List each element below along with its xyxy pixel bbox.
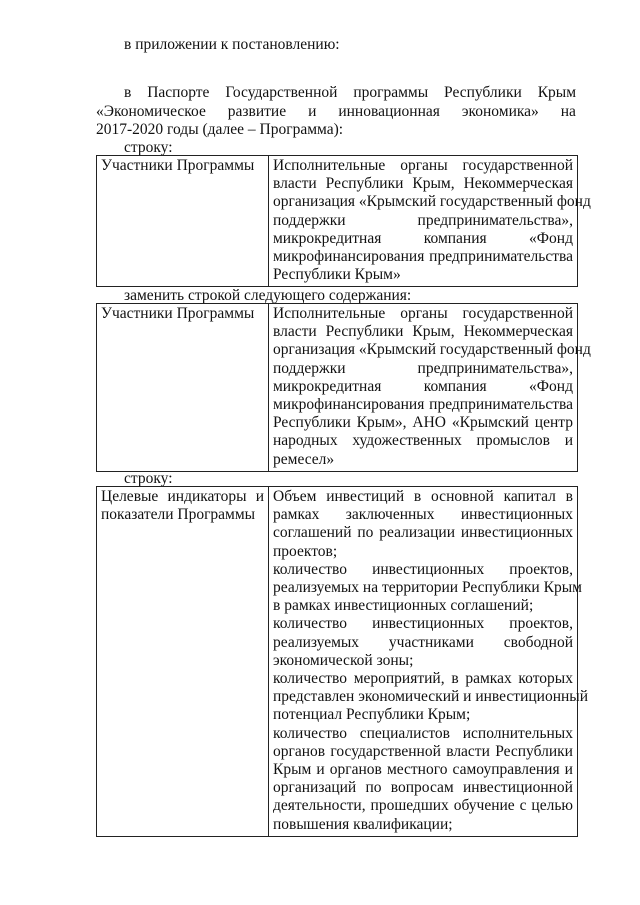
word: проектов; <box>273 542 338 560</box>
word: исполнительных <box>462 724 573 742</box>
word: целью <box>531 797 573 815</box>
replace-instruction: заменить строкой следующего содержания: <box>124 287 412 304</box>
word: соглашений <box>273 524 352 542</box>
word: предпринимательства <box>429 396 573 414</box>
cell-line <box>273 341 591 359</box>
word: организаций <box>273 779 357 797</box>
word: и <box>564 432 573 450</box>
word: вопросам <box>390 779 454 797</box>
word: которых <box>518 670 573 688</box>
table-new-participants <box>96 303 591 472</box>
word: индикаторы <box>167 488 247 505</box>
word: и <box>255 488 264 505</box>
word: Республики <box>444 84 522 101</box>
cell-line <box>273 378 573 396</box>
word: реализуемых на территории Республики Крым <box>273 579 582 597</box>
word: в рамках инвестиционных соглашений; <box>273 597 534 615</box>
cell-line <box>273 266 573 284</box>
word: Исполнительные <box>273 157 386 174</box>
word: развитие <box>227 103 287 120</box>
word: Объем <box>273 488 317 505</box>
word: в <box>565 488 573 505</box>
word: прошедших <box>370 797 449 815</box>
word: проектов, <box>509 615 573 633</box>
label-stroku-2: строку: <box>124 470 173 487</box>
word: Некоммерческая <box>463 175 573 193</box>
cell-line <box>101 506 264 524</box>
table-current-participants <box>96 155 591 287</box>
word: микрокредитная <box>273 377 382 395</box>
word: предпринимательства <box>429 248 573 266</box>
cell-line <box>273 688 589 706</box>
word: микрофинансирования <box>273 248 425 266</box>
word: специалистов <box>359 724 450 742</box>
word: экономика» <box>461 103 539 120</box>
cell-line <box>273 779 573 797</box>
cell-line <box>273 524 573 542</box>
word: «Экономическое <box>96 103 206 120</box>
cell-line <box>273 488 573 506</box>
cell-line <box>273 323 573 341</box>
word: Крым <box>537 84 576 101</box>
table-cell-label <box>97 487 269 837</box>
cell-line <box>273 579 582 597</box>
word: организация «Крымский государственный фонд <box>273 193 591 211</box>
word: государственной <box>330 742 441 760</box>
word: инвестиционных <box>460 506 573 524</box>
cell-line <box>273 451 573 469</box>
word: микрокредитная <box>273 229 382 247</box>
word: количество <box>273 724 347 742</box>
cell-line <box>273 761 573 779</box>
word: органы <box>400 157 448 174</box>
cell-text: Участники Программы <box>101 305 255 322</box>
word: в <box>124 84 132 101</box>
word: повышения квалификации; <box>273 815 453 833</box>
cell-line <box>101 488 264 506</box>
word: самоуправления <box>452 761 560 779</box>
word: по <box>365 779 382 797</box>
intro-line: в приложении к постановлению: <box>124 36 340 53</box>
cell-line <box>273 506 573 524</box>
word: проектов, <box>509 560 573 578</box>
label-stroku-1: строку: <box>124 139 173 156</box>
word: инвестиционной <box>462 779 573 797</box>
word: государственной <box>462 157 573 174</box>
table-target-indicators <box>96 486 589 837</box>
word: Республики <box>325 175 404 193</box>
word: Крым, <box>412 323 455 341</box>
word: количество <box>273 670 347 688</box>
word: Целевые <box>101 488 159 505</box>
word: основной <box>431 488 494 505</box>
word: художественных <box>352 432 462 450</box>
word: Республики <box>325 323 404 341</box>
cell-line <box>273 175 573 193</box>
word: заключенных <box>345 506 435 524</box>
word: местного <box>386 761 448 779</box>
word: реализуемых <box>273 633 360 651</box>
word: АНО <box>412 414 447 432</box>
word: с <box>519 797 527 815</box>
cell-line <box>273 157 573 175</box>
cell-line <box>273 193 591 211</box>
word: экономической зоны; <box>273 651 414 669</box>
cell-line <box>273 543 573 561</box>
word: власти <box>446 742 490 760</box>
cell-line <box>273 305 573 323</box>
word: в <box>413 488 422 505</box>
word: мероприятий, <box>353 670 445 688</box>
word: власти <box>273 175 317 193</box>
word: Республики Крым» <box>273 266 401 284</box>
cell-line <box>273 670 573 688</box>
cell-text: Участники Программы <box>101 157 255 174</box>
word: количество <box>273 615 347 633</box>
cell-line <box>273 396 573 414</box>
word: инвестиционных <box>372 615 485 633</box>
cell-line <box>273 797 573 815</box>
cell-line <box>273 743 573 761</box>
word: участниками <box>388 633 474 651</box>
word: промыслов <box>476 432 550 450</box>
word: микрофинансирования <box>273 396 425 414</box>
cell-line <box>273 230 573 248</box>
word: количество <box>273 560 347 578</box>
word: и <box>564 761 573 779</box>
table-row <box>97 487 578 837</box>
word: по <box>357 524 374 542</box>
table-row <box>97 304 578 472</box>
paragraph-line-1 <box>124 84 576 102</box>
word: инвестиционных <box>460 524 573 542</box>
paragraph-line-2 <box>96 103 576 121</box>
word: инвестиций <box>326 488 405 505</box>
word: компания <box>423 377 487 395</box>
table-cell-value <box>269 156 591 287</box>
word: свободной <box>503 633 573 651</box>
word: рамках <box>273 506 320 524</box>
word: на <box>560 103 576 120</box>
word: и <box>308 103 317 120</box>
word: Крым», <box>356 414 407 432</box>
paragraph-line-3: 2017-2020 годы (далее – Программа): <box>96 121 344 138</box>
word: Некоммерческая <box>463 323 573 341</box>
word: центр <box>534 414 573 432</box>
word: органов <box>273 742 326 760</box>
word: рамках <box>465 670 512 688</box>
word: Государственной <box>225 84 338 101</box>
cell-line <box>273 360 573 378</box>
word: «Фонд <box>529 377 573 395</box>
word: потенциал Республики Крым; <box>273 706 471 724</box>
cell-line <box>273 248 573 266</box>
cell-line <box>273 615 573 633</box>
word: организация «Крымский государственный фонд <box>273 341 591 359</box>
table-cell-label <box>97 304 269 472</box>
word: деятельности, <box>273 797 366 815</box>
word: Исполнительные <box>273 305 386 322</box>
word: в <box>451 670 459 688</box>
word: «Фонд <box>529 229 573 247</box>
word: показатели Программы <box>101 506 256 524</box>
word: программы <box>353 84 429 101</box>
cell-line <box>273 634 573 652</box>
word: инвестиционных <box>372 560 485 578</box>
word: поддержки <box>273 211 346 229</box>
word: предпринимательства», <box>417 359 573 377</box>
word: Крым <box>273 761 312 779</box>
cell-line <box>273 414 573 432</box>
cell-line <box>273 816 573 834</box>
word: инновационная <box>338 103 440 120</box>
word: капитал <box>503 488 556 505</box>
cell-line <box>273 432 573 450</box>
word: Республики <box>495 742 573 760</box>
word: компания <box>423 229 487 247</box>
cell-line <box>273 597 573 615</box>
word: органов <box>329 761 382 779</box>
word: реализации <box>379 524 456 542</box>
table-cell-value <box>269 487 589 837</box>
table-cell-label <box>97 156 269 287</box>
cell-line <box>273 561 573 579</box>
word: народных <box>273 432 338 450</box>
word: государственной <box>462 305 573 322</box>
cell-line <box>273 212 573 230</box>
word: власти <box>273 323 317 341</box>
word: Республики <box>273 414 351 432</box>
word: поддержки <box>273 359 346 377</box>
table-row <box>97 156 578 287</box>
word: ремесел» <box>273 450 335 468</box>
word: предпринимательства», <box>417 211 573 229</box>
word: Крым, <box>412 175 455 193</box>
table-cell-value <box>269 304 591 472</box>
word: и <box>316 761 325 779</box>
word: представлен экономический и инвестиционный <box>273 688 589 706</box>
cell-line <box>273 652 573 670</box>
word: «Крымский <box>451 414 529 432</box>
cell-line <box>273 706 573 724</box>
cell-line <box>273 725 573 743</box>
word: обучение <box>453 797 515 815</box>
word: органы <box>400 305 448 322</box>
word: Паспорте <box>147 84 210 101</box>
